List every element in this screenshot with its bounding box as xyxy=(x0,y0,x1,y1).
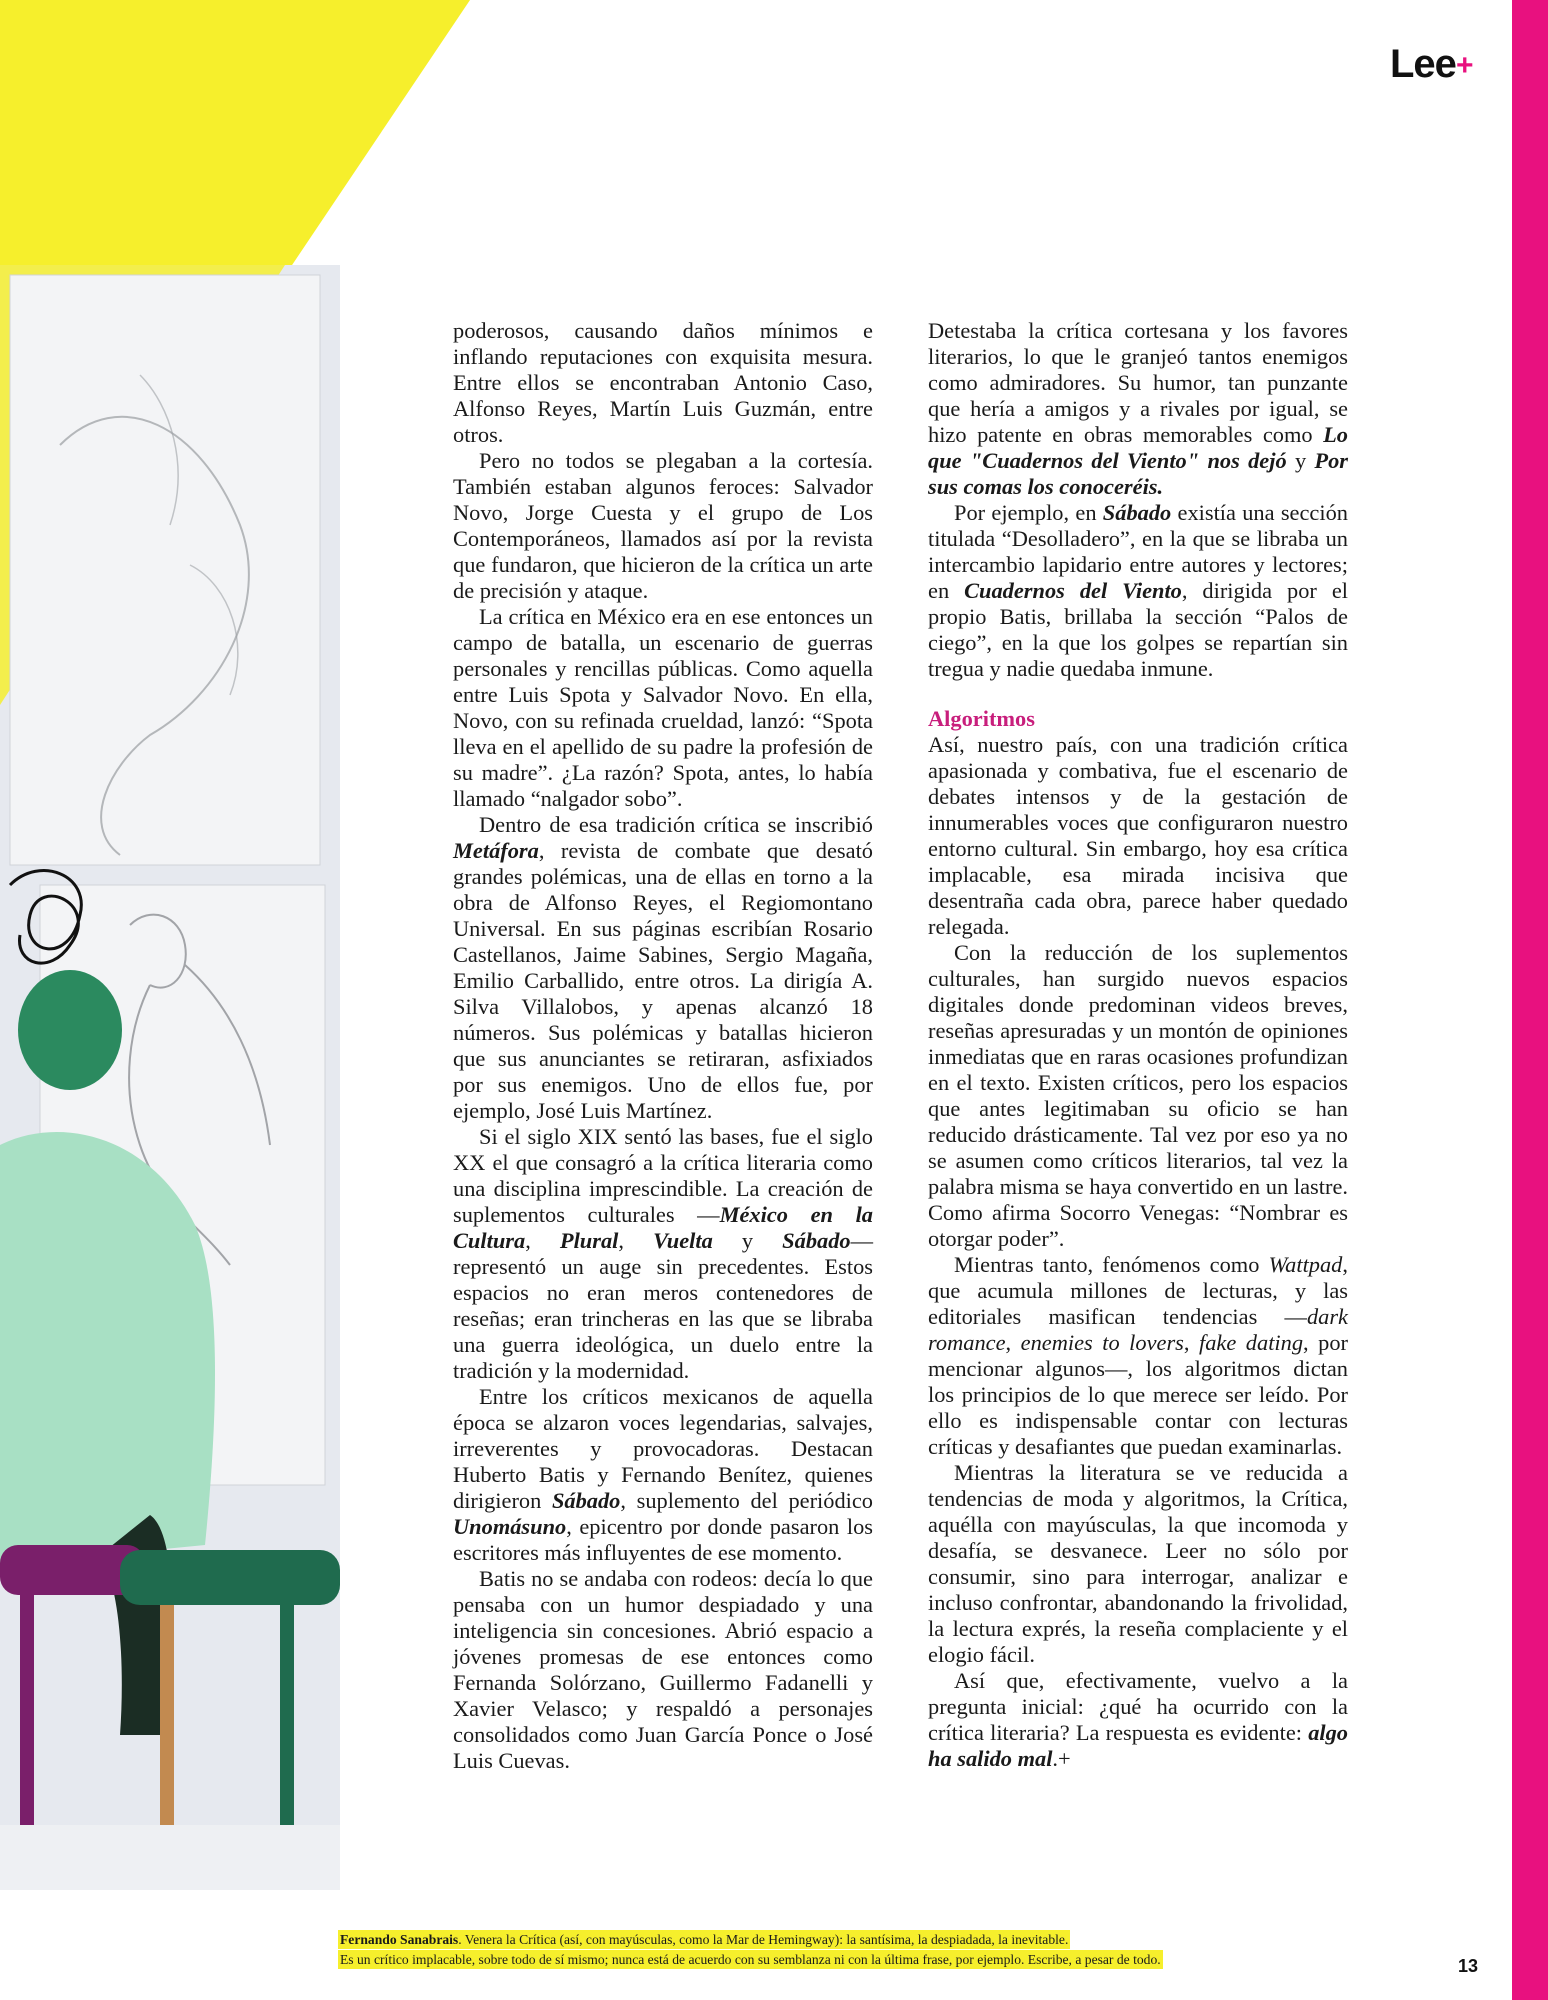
article-column-2 xyxy=(928,318,1348,1772)
paragraph: Mientras tanto, fenómenos como Wattpad, que acumula millones de lecturas, y las editoriales masifican tendencias —dark romance, enemies to lovers, fake dating, por mencionar algunos—, los algoritmos dictan los principios de lo que merece ser leído. Por ello es indispensable contar con lecturas críticas y desafiantes que puedan examinarlas. xyxy=(928,1252,1348,1459)
paragraph: Así que, efectivamente, vuelvo a la pregunta inicial: ¿qué ha ocurrido con la crítica literaria? La respuesta es evidente: algo ha salido mal.+ xyxy=(928,1668,1348,1771)
pink-side-bar xyxy=(1512,0,1548,2000)
gallery-photo xyxy=(0,265,340,1890)
paragraph: Batis no se andaba con rodeos: decía lo que pensaba con un humor despiadado y una inteligencia sin concesiones. Abrió espacio a jóvenes promesas de ese entonces como Fernanda Solórzano, Guillermo Fadanelli y Xavier Velasco; y respaldó a personajes consolidados como Juan García Ponce o José Luis Cuevas. xyxy=(453,1566,873,1773)
paragraph: Detestaba la crítica cortesana y los favores literarios, lo que le granjeó tantos enemigos como admiradores. Su humor, tan punzante que hería a amigos y a rivales por igual, se hizo patente en obras memorables como Lo que "Cuadernos del Viento" nos dejó y Por sus comas los conoceréis. xyxy=(928,318,1349,499)
author-bio-line-2: Es un crítico implacable, sobre todo de sí mismo; nunca está de acuerdo con su semblanza ni con la última frase, por ejemplo. Escribe, a pesar de todo. xyxy=(340,1952,1161,1967)
author-bio xyxy=(338,1930,1163,1970)
paragraph: Así, nuestro país, con una tradición crítica apasionada y combativa, fue el escenario de debates intensos y de la gestación de innumerables voces que configuraron nuestro entorno cultural. Sin embargo, hoy esa crítica implacable, esa mirada incisiva que desentraña cada obra, parece haber quedado relegada. xyxy=(928,732,1348,939)
paragraph: Con la reducción de los suplementos culturales, han surgido nuevos espacios digitales donde predominan videos breves, reseñas apresuradas y un montón de opiniones inmediatas que en raras ocasiones profundizan en el texto. Existen críticos, pero los espacios que antes legitimaban su oficio se han reducido drásticamente. Tal vez por eso ya no se asumen como críticos literarios, tal vez la palabra misma se haya convertido en un lastre. Como afirma Socorro Venegas: “Nombrar es otorgar poder”. xyxy=(928,940,1348,1251)
author-bio-line-1: Fernando Sanabrais. Venera la Crítica (así, con mayúsculas, como la Mar de Hemingway): la santísima, la despiadada, la inevitable. xyxy=(340,1932,1069,1947)
article-column-1 xyxy=(453,318,873,1774)
paragraph: Pero no todos se plegaban a la cortesía. También estaban algunos feroces: Salvador Novo, Jorge Cuesta y el grupo de Los Contemporáneos, llamados así por la revista que fundaron, que hicieron de la crítica un arte de precisión y ataque. xyxy=(453,448,873,603)
brand-plus: + xyxy=(1455,49,1473,82)
paragraph: Dentro de esa tradición crítica se inscribió Metáfora, revista de combate que desató grandes polémicas, una de ellas en torno a la obra de Alfonso Reyes, el Regiomontano Universal. En sus páginas escribían Rosario Castellanos, Jaime Sabines, Sergio Magaña, Emilio Carballido, entre otros. La dirigía A. Silva Villalobos, y apenas alcanzó 18 números. Sus polémicas y batallas hicieron que sus anunciantes se retiraran, asfixiados por sus enemigos. Uno de ellos fue, por ejemplo, José Luis Martínez. xyxy=(453,812,873,1123)
paragraph: poderosos, causando daños mínimos e inflando reputaciones con exquisita mesura. Entre ellos se encontraban Antonio Caso, Alfonso Reyes, Martín Luis Guzmán, entre otros. xyxy=(453,318,873,447)
page-number: 13 xyxy=(1458,1956,1479,1976)
paragraph: La crítica en México era en ese entonces un campo de batalla, un escenario de guerras personales y rencillas públicas. Como aquella entre Luis Spota y Salvador Novo. En ella, Novo, con su refinada crueldad, lanzó: “Spota lleva en el apellido de su padre la profesión de su madre”. ¿La razón? Spota, antes, lo había llamado “nalgador sobo”. xyxy=(453,604,873,811)
paragraph: Entre los críticos mexicanos de aquella época se alzaron voces legendarias, salvajes, irreverentes y provocadoras. Destacan Huberto Batis y Fernando Benítez, quienes dirigieron Sábado, suplemento del periódico Unomásuno, epicentro por donde pasaron los escritores más influyentes de ese momento. xyxy=(453,1384,873,1565)
paragraph: Por ejemplo, en Sábado existía una sección titulada “Desolladero”, en la que se libraba un intercambio lapidario entre autores y lectores; en Cuadernos del Viento, dirigida por el propio Batis, brillaba la sección “Palos de ciego”, en la que los golpes se repartían sin tregua y nadie quedaba inmune. xyxy=(928,500,1348,681)
brand-name: Lee xyxy=(1390,42,1456,86)
paragraph: Mientras la literatura se ve reducida a tendencias de moda y algoritmos, la Crítica, aquélla con mayúsculas, la que incomoda y desafía, se desvanece. Leer no sólo por consumir, sino para interrogar, analizar e incluso confrontar, abandonando la frivolidad, la lectura exprés, la reseña complaciente y el elogio fácil. xyxy=(928,1460,1348,1667)
lee-plus-logo xyxy=(1390,42,1472,87)
paragraph: Si el siglo XIX sentó las bases, fue el siglo XX el que consagró a la crítica literaria como una disciplina imprescindible. La creación de suplementos culturales —México en la Cultura, Plural, Vuelta y Sábado— representó un auge sin precedentes. Estos espacios no eran meros contenedores de reseñas; eran trincheras en las que se libraba una guerra ideológica, un duelo entre la tradición y la modernidad. xyxy=(453,1124,873,1383)
section-subhead: Algoritmos xyxy=(928,706,1035,731)
